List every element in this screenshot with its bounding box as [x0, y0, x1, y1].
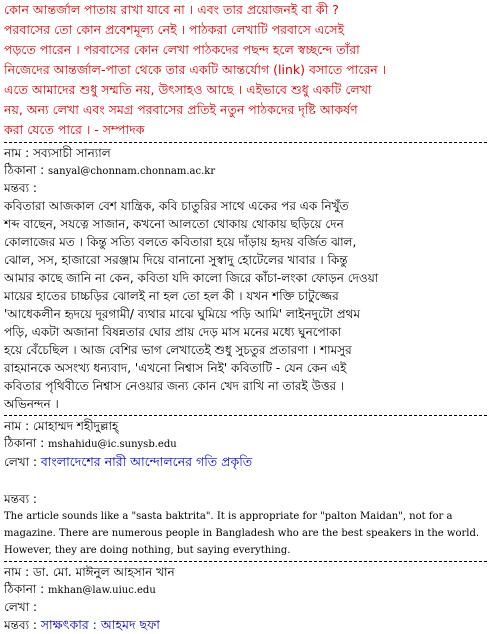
- article-row: [4, 453, 487, 471]
- editor-note: কোন আন্তর্জাল পাতায় রাখা যাবে না । এবং তার প্রয়োজনই বা কী ? পরবাসের তো কোন প্রবেশমূল্য নেই । পাঠকরা লেখাটি পরবাসে এসেই পড়তে পারেন । পরবাসের কোন লেখা পাঠকদের পছন্দ হলে স্বচ্ছন্দে তাঁরা নিজেদের আন্তর্জাল-পাতা থেকে তার একটি আন্তর্যোগ (link) বসাতে পারেন । এতে আমাদের শুধু সম্মতি নয়, উৎসাহও আছে । এইভাবে শুধু একটি লেখা নয়, অন্য লেখা এবং সমগ্র পরবাসের প্রতিই নতুন পাঠকদের দৃষ্টি আকর্ষণ করা যেতে পারে । - সম্পাদক: [4, 2, 387, 137]
- divider: [4, 415, 487, 416]
- name-label: নাম :: [4, 565, 33, 579]
- name-row: [4, 145, 487, 162]
- entry-3: [4, 564, 487, 634]
- article-row: [4, 599, 487, 616]
- article-link[interactable]: বাংলাদেশের নারী আন্দোলনের গতি প্রকৃতি: [40, 454, 253, 469]
- name-value: সব্যসাচী সান্যাল: [32, 146, 111, 160]
- address-row: [4, 581, 487, 599]
- spacer: [4, 471, 487, 491]
- entry-2: [4, 418, 487, 559]
- entry-1: [4, 145, 487, 413]
- email-value: mkhan@law.uiuc.edu: [48, 585, 156, 596]
- address-label: ঠিকানা :: [4, 436, 49, 450]
- email-value: sanyal@chonnam.chonnam.ac.kr: [48, 166, 216, 177]
- name-row: [4, 418, 487, 435]
- address-row: [4, 435, 487, 453]
- email-value: mshahidu@ic.sunysb.edu: [48, 439, 177, 450]
- comment-link[interactable]: সাক্ষৎকার : আহমদ ছফা: [40, 617, 160, 632]
- article-label: লেখা :: [4, 600, 38, 614]
- comment-label: মন্তব্য :: [4, 181, 37, 195]
- name-value: মোহাম্মদ শহীদুল্লাহ্: [32, 419, 119, 433]
- comment-text: কবিতারা আজকাল বেশ যান্ত্রিক, কবি চাতুরির সাথে একের পর এক নিখুঁত শব্দ বাছেন, সযত্নে সাজান, কখনো আলতো থোকায় থোকায় ছড়িয়ে দেন কোলাজের মত । কিন্তু সত্যি বলতে কবিতারা হয়ে দাঁড়ায় হৃদয় বর্জিত ঝাল, ঝোল, সস, হাজারো সরঞ্জাম দিয়ে বানানো সুস্বাদু হোটেলের খাবার । কিন্তু আমার কাছে জানি না কেন, কবিতা যদি কালো জিরে কাঁচা-লংকা ফোড়ন দেওয়া মায়ের হাতের চাচ্চড়ির ঝোলই না হল তো হল কী । যখন শক্তি চাটুজ্জের 'আধেকলীন হৃদয়ে দূরগামী/ ব্যথার মাঝে ঘুমিয়ে পড়ি আমি' লাইনদুটো প্রথম পড়ি, একটা অজানা বিষন্নতার ঘোর প্রায় দেড় মাস মনের মধ্যে ঘুনপোকা হয়ে বেঁচেছিল । আজ বেশির ভাগ লেখাতেই শুধু সুচতুর প্রতারণা । শামসুর রাহমানকে অসংখ্য ধন্যবাদ, 'এখনো নিশ্বাস নিই' কবিতাটি - যেন কেন এই কবিতার পৃথিবীতে নিশ্বাস নেওয়ার জন্য কোন খেদ রাখি না তারই উত্তর । অভিনন্দন ।: [4, 199, 379, 411]
- name-label: নাম :: [4, 419, 33, 433]
- divider: [4, 142, 487, 143]
- comment-label: মন্তব্য :: [4, 492, 37, 506]
- name-value: ডা. মো. মাঈনুল আহসান খান: [32, 565, 175, 579]
- comment-label: মন্তব্য :: [4, 618, 41, 632]
- comment-row: [4, 616, 487, 634]
- address-label: ঠিকানা :: [4, 582, 49, 596]
- name-row: [4, 564, 487, 581]
- name-label: নাম :: [4, 146, 33, 160]
- article-label: লেখা :: [4, 455, 41, 469]
- divider: [4, 561, 487, 562]
- address-label: ঠিকানা :: [4, 163, 49, 177]
- comment-text: The article sounds like a "sasta baktrita". It is appropriate for "palton Maidan", not for a magazine. There are numerous people in Bangladesh who are the best speakers in the world. However, they are doing nothing, but saying everything.: [4, 511, 480, 556]
- address-row: [4, 162, 487, 180]
